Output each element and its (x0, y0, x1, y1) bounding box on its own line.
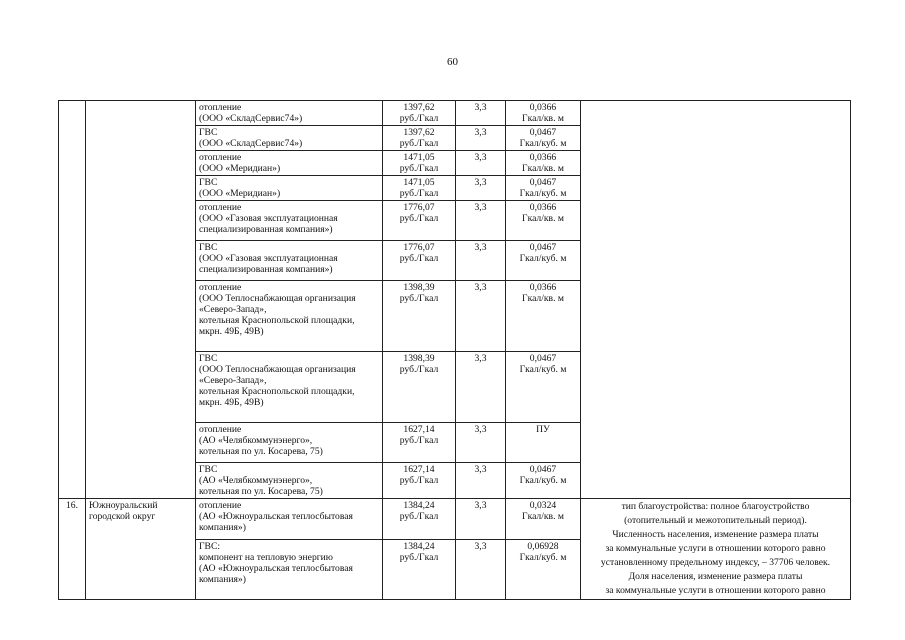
norm-text: 0,0467 (529, 464, 557, 475)
norm-text: Гкал/куб. м (519, 475, 567, 486)
row-number (59, 499, 86, 600)
index-cell (456, 201, 506, 241)
service-text: (ООО «Меридиан») (199, 188, 281, 199)
service-text: «Северо-Запад», (199, 304, 267, 315)
service-cell (196, 151, 383, 176)
tariff-text: 1384,24 (403, 500, 435, 511)
service-cell (196, 463, 383, 499)
service-cell (196, 281, 383, 352)
service-text: ГВС (199, 127, 218, 138)
table-row (59, 101, 851, 126)
tariff-text: руб./Гкал (399, 213, 439, 224)
tariff-text: 1471,05 (403, 177, 435, 188)
tariff-text: 1776,07 (403, 242, 435, 253)
service-text: отопление (199, 282, 242, 293)
norm-text: Гкал/кв. м (522, 163, 564, 174)
tariff-text: руб./Гкал (399, 552, 439, 564)
index-text: 3,3 (474, 152, 487, 163)
tariff-cell (383, 499, 456, 540)
tariff-cell (383, 126, 456, 151)
tariff-cell (383, 101, 456, 126)
tariff-text: 1397,62 (403, 102, 435, 113)
index-cell (456, 241, 506, 281)
service-text: котельная по ул. Косарева, 75) (199, 446, 323, 457)
tariff-cell (383, 241, 456, 281)
population-note-text: Численность населения, изменение размера платы (612, 529, 819, 540)
norm-text: Гкал/куб. м (519, 253, 567, 264)
tariff-table (58, 100, 851, 600)
index-cell (456, 423, 506, 463)
tariff-cell (383, 201, 456, 241)
norm-text: Гкал/куб. м (519, 364, 567, 375)
service-text: (ООО «Газовая эксплуатационная (199, 213, 338, 224)
norm-cell (506, 201, 581, 241)
index-text: 3,3 (474, 102, 487, 113)
service-text: ГВС (199, 177, 218, 188)
index-text: 3,3 (474, 353, 487, 364)
norm-cell (506, 499, 581, 540)
service-text: (ООО «Газовая эксплуатационная (199, 253, 338, 264)
index-cell (456, 463, 506, 499)
page-number: 60 (447, 56, 458, 68)
tariff-text: руб./Гкал (399, 138, 439, 149)
tariff-cell (383, 540, 456, 600)
tariff-text: руб./Гкал (399, 253, 439, 264)
population-note-text: установленному предельному индексу, – 37706 человек. (600, 557, 831, 568)
norm-text: 0,0467 (529, 177, 557, 188)
index-text: 3,3 (474, 202, 487, 213)
norm-text: Гкал/куб. м (519, 138, 567, 149)
tariff-text: 1471,05 (403, 152, 435, 163)
service-cell (196, 499, 383, 540)
tariff-text: 1776,07 (403, 202, 435, 213)
norm-text: Гкал/кв. м (522, 113, 564, 124)
index-text: 3,3 (474, 282, 487, 293)
norm-text: 0,0467 (529, 242, 557, 253)
tariff-text: 1627,14 (403, 424, 435, 435)
tariff-text: 1398,39 (403, 282, 435, 293)
tariff-text: руб./Гкал (399, 435, 439, 446)
norm-text: 0,0366 (529, 152, 557, 163)
service-text: (ООО Теплоснабжающая организация (199, 364, 356, 375)
service-text: котельная Краснопольской площадки, (199, 315, 355, 326)
service-text: отопление (199, 152, 242, 163)
norm-cell (506, 126, 581, 151)
index-cell (456, 499, 506, 540)
service-text: ГВС (199, 353, 218, 364)
service-text: (АО «Челябкоммунэнерго», (199, 475, 313, 486)
service-cell (196, 201, 383, 241)
service-cell (196, 126, 383, 151)
service-text: ГВС (199, 242, 218, 253)
service-text: мкрн. 49Б, 49В) (199, 326, 264, 337)
tariff-text: руб./Гкал (399, 364, 439, 375)
service-text: специализированная компания») (199, 224, 333, 235)
index-cell (456, 151, 506, 176)
service-text: отопление (199, 102, 242, 113)
tariff-text: руб./Гкал (399, 163, 439, 174)
index-cell (456, 126, 506, 151)
norm-text: Гкал/куб. м (519, 188, 567, 199)
service-text: специализированная компания») (199, 264, 333, 275)
service-text: компания») (199, 522, 246, 533)
tariff-cell (383, 463, 456, 499)
service-text: «Северо-Запад», (199, 375, 267, 386)
municipality-name (86, 499, 196, 600)
tariff-text: 1398,39 (403, 353, 435, 364)
index-cell (456, 540, 506, 600)
population-note (581, 499, 851, 600)
tariff-cell (383, 176, 456, 201)
service-cell (196, 423, 383, 463)
norm-text: Гкал/кв. м (522, 213, 564, 224)
row-number-text: 16. (66, 500, 78, 511)
norm-text: ПУ (536, 424, 550, 435)
norm-cell (506, 281, 581, 352)
index-text: 3,3 (474, 541, 487, 553)
norm-cell (506, 151, 581, 176)
norm-text: 0,0366 (529, 202, 557, 213)
norm-text: 0,0467 (529, 127, 557, 138)
municipality-name-text: городской округ (89, 511, 156, 522)
index-cell (456, 352, 506, 423)
service-cell (196, 241, 383, 281)
municipality-name-text: Южноуральский (89, 500, 158, 511)
tariff-text: руб./Гкал (399, 113, 439, 124)
population-note-text: тип благоустройства: полное благоустройство (621, 501, 810, 512)
index-cell (456, 281, 506, 352)
norm-cell (506, 101, 581, 126)
population-note-text: Доля населения, изменение размера платы (628, 571, 803, 582)
tariff-text: руб./Гкал (399, 293, 439, 304)
service-text: компонент на тепловую энергию (199, 552, 333, 564)
tariff-cell (383, 151, 456, 176)
service-text: котельная Краснопольской площадки, (199, 386, 355, 397)
norm-text: 0,0324 (529, 500, 557, 511)
norm-text: Гкал/куб. м (519, 552, 567, 564)
service-text: (АО «Южноуральская теплосбытовая (199, 563, 353, 575)
tariff-text: руб./Гкал (399, 475, 439, 486)
tariff-cell (383, 352, 456, 423)
service-text: мкрн. 49Б, 49В) (199, 397, 264, 408)
service-text: отопление (199, 500, 242, 511)
service-cell (196, 176, 383, 201)
tariff-text: 1384,24 (403, 541, 435, 553)
norm-cell (506, 463, 581, 499)
norm-text: 0,06928 (527, 541, 559, 553)
index-text: 3,3 (474, 500, 487, 511)
service-text: ГВС (199, 464, 218, 475)
tariff-text: 1627,14 (403, 464, 435, 475)
service-text: (ООО «СкладСервис74») (199, 138, 303, 149)
norm-text: Гкал/кв. м (522, 293, 564, 304)
index-text: 3,3 (474, 424, 487, 435)
population-note-text: (отопительный и межотопительный период). (624, 515, 807, 526)
norm-text: Гкал/кв. м (522, 511, 564, 522)
service-text: ГВС: (199, 541, 221, 553)
norm-cell (506, 241, 581, 281)
population-note-text: за коммунальные услуги в отношении которого равно (605, 543, 826, 554)
municipality-cell (86, 101, 196, 499)
index-cell (456, 101, 506, 126)
index-text: 3,3 (474, 127, 487, 138)
norm-cell (506, 423, 581, 463)
tariff-text: руб./Гкал (399, 511, 439, 522)
service-cell (196, 352, 383, 423)
service-cell (196, 540, 383, 600)
service-text: (ООО Теплоснабжающая организация (199, 293, 356, 304)
table-row (59, 499, 851, 540)
index-text: 3,3 (474, 177, 487, 188)
service-text: (ООО «Меридиан») (199, 163, 281, 174)
norm-text: 0,0467 (529, 353, 557, 364)
service-cell (196, 101, 383, 126)
norm-cell (506, 352, 581, 423)
service-text: отопление (199, 202, 242, 213)
index-text: 3,3 (474, 464, 487, 475)
service-text: (АО «Челябкоммунэнерго», (199, 435, 313, 446)
tariff-text: руб./Гкал (399, 188, 439, 199)
norm-cell (506, 176, 581, 201)
norm-text: 0,0366 (529, 282, 557, 293)
index-cell (456, 176, 506, 201)
service-text: котельная по ул. Косарева, 75) (199, 486, 323, 497)
tariff-cell (383, 423, 456, 463)
number-cell (59, 101, 86, 499)
norm-text: 0,0366 (529, 102, 557, 113)
service-text: компания») (199, 574, 246, 586)
tariff-cell (383, 281, 456, 352)
norm-cell (506, 540, 581, 600)
index-text: 3,3 (474, 242, 487, 253)
population-note-text: за коммунальные услуги в отношении которого равно (605, 585, 826, 596)
note-cell (581, 101, 851, 499)
tariff-text: 1397,62 (403, 127, 435, 138)
service-text: (ООО «СкладСервис74») (199, 113, 303, 124)
service-text: (АО «Южноуральская теплосбытовая (199, 511, 353, 522)
service-text: отопление (199, 424, 242, 435)
